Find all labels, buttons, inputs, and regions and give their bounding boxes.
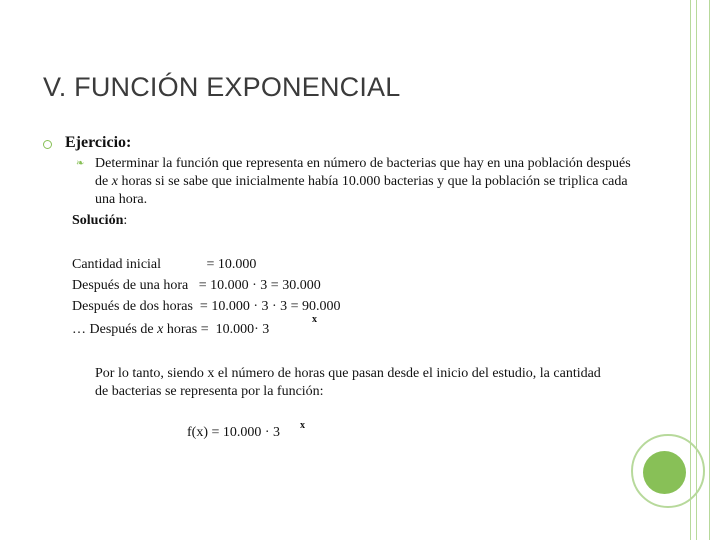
conclusion-text: Por lo tanto, siendo x el número de horas que pasan desde el inicio del estudio, la cantidad de bacterias se representa por la función: — [95, 366, 601, 399]
sub-bullet-icon: ❧ — [76, 158, 85, 169]
step4-variable: x — [157, 322, 164, 337]
solution-colon: : — [123, 213, 128, 228]
step-line: Cantidad inicial = 10.000 — [72, 257, 257, 272]
task-text — [95, 155, 635, 209]
solution-label — [72, 213, 127, 229]
step4-prefix: … Después de — [72, 322, 158, 337]
step4-suffix: horas = 10.000· 3 — [163, 322, 270, 337]
slide-title: V. FUNCIÓN EXPONENCIAL — [43, 72, 401, 102]
step-line: Después de dos horas = 10.000 · 3 · 3 = 90.000 — [72, 299, 341, 314]
exercise-heading: Ejercicio: — [65, 134, 132, 151]
step4-exponent: x — [312, 314, 317, 325]
task-variable: x — [111, 174, 118, 189]
function-exponent: x — [300, 420, 305, 431]
decorative-circle-fill — [643, 451, 686, 494]
bullet-ring-icon — [43, 140, 52, 149]
decorative-rail — [709, 0, 710, 540]
solution-label-text: Solución — [72, 213, 124, 228]
step-line-general — [72, 322, 269, 338]
task-text-part: Determinar la función que representa en número de bacterias que hay en una población después de — [95, 156, 631, 189]
task-text-part: horas si se sabe que inicialmente había 10.000 bacterias y que la población se triplica cada una hora. — [95, 174, 628, 207]
step-line: Después de una hora = 10.000 · 3 = 30.000 — [72, 278, 321, 293]
function-formula: f(x) = 10.000 · 3 — [187, 425, 281, 440]
